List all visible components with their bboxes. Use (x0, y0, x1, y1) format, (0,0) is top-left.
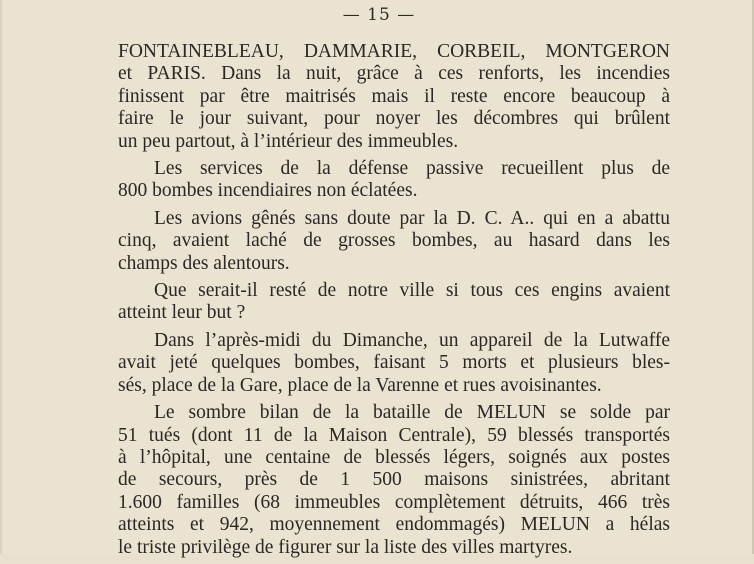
text-line: finissent par être maitrisés mais il reste encore beaucoup à (118, 85, 670, 107)
paragraph-5 (82, 330, 670, 397)
paragraph-6 (82, 402, 670, 559)
text-line: 800 bombes incendiaires non éclatées. (118, 180, 418, 202)
text-line: un peu partout, à l’intérieur des immeubles. (118, 130, 459, 152)
paragraph-4 (82, 280, 670, 325)
text-line: champs des alentours. (118, 252, 290, 274)
text-line: Dans l’après-midi du Dimanche, un appareil de la Lutwaffe (154, 329, 670, 351)
text-line: Les services de la défense passive recueillent plus de (154, 158, 670, 180)
text-line: 51 tués (dont 11 de la Maison Centrale), 59 blessés transportés (118, 424, 670, 446)
text-line: faire le jour suivant, pour noyer les décombres qui brûlent (118, 108, 670, 130)
paragraph-2 (82, 158, 670, 203)
text-line: le triste privilège de figurer sur la liste des villes martyres. (118, 536, 573, 558)
text-line: Les avions gênés sans doute par la D. C. A.. qui en a abattu (154, 207, 670, 229)
text-line: Le sombre bilan de la bataille de MELUN se solde par (154, 402, 670, 424)
text-line: Que serait-il resté de notre ville si tous ces engins avaient (154, 280, 670, 302)
text-line: à l’hôpital, une centaine de blessés légers, soignés aux postes (118, 446, 670, 468)
text-line: 1.600 familles (68 immeubles complètement détruits, 466 très (118, 491, 670, 513)
text-line: FONTAINEBLEAU, DAMMARIE, CORBEIL, MONTGERON (118, 41, 670, 62)
text-line: et PARIS. Dans la nuit, grâce à ces renforts, les incendies (118, 63, 670, 85)
paragraph-1 (82, 41, 670, 153)
text-line: sés, place de la Gare, place de la Varenne et rues avoisinantes. (118, 374, 602, 396)
paragraph-3 (82, 208, 670, 275)
text-line: avait jeté quelques bombes, faisant 5 morts et plusieurs bles- (118, 352, 670, 374)
text-line: atteints et 942, moyennement endommagés) MELUN a hélas (118, 514, 670, 536)
body-text (82, 41, 670, 564)
text-line: de secours, près de 1 500 maisons sinistrées, abritant (118, 469, 670, 491)
text-line: atteint leur but ? (118, 302, 246, 324)
text-line: cinq, avaient laché de grosses bombes, au hasard dans les (118, 230, 670, 252)
page-number: — 15 — (342, 5, 416, 25)
